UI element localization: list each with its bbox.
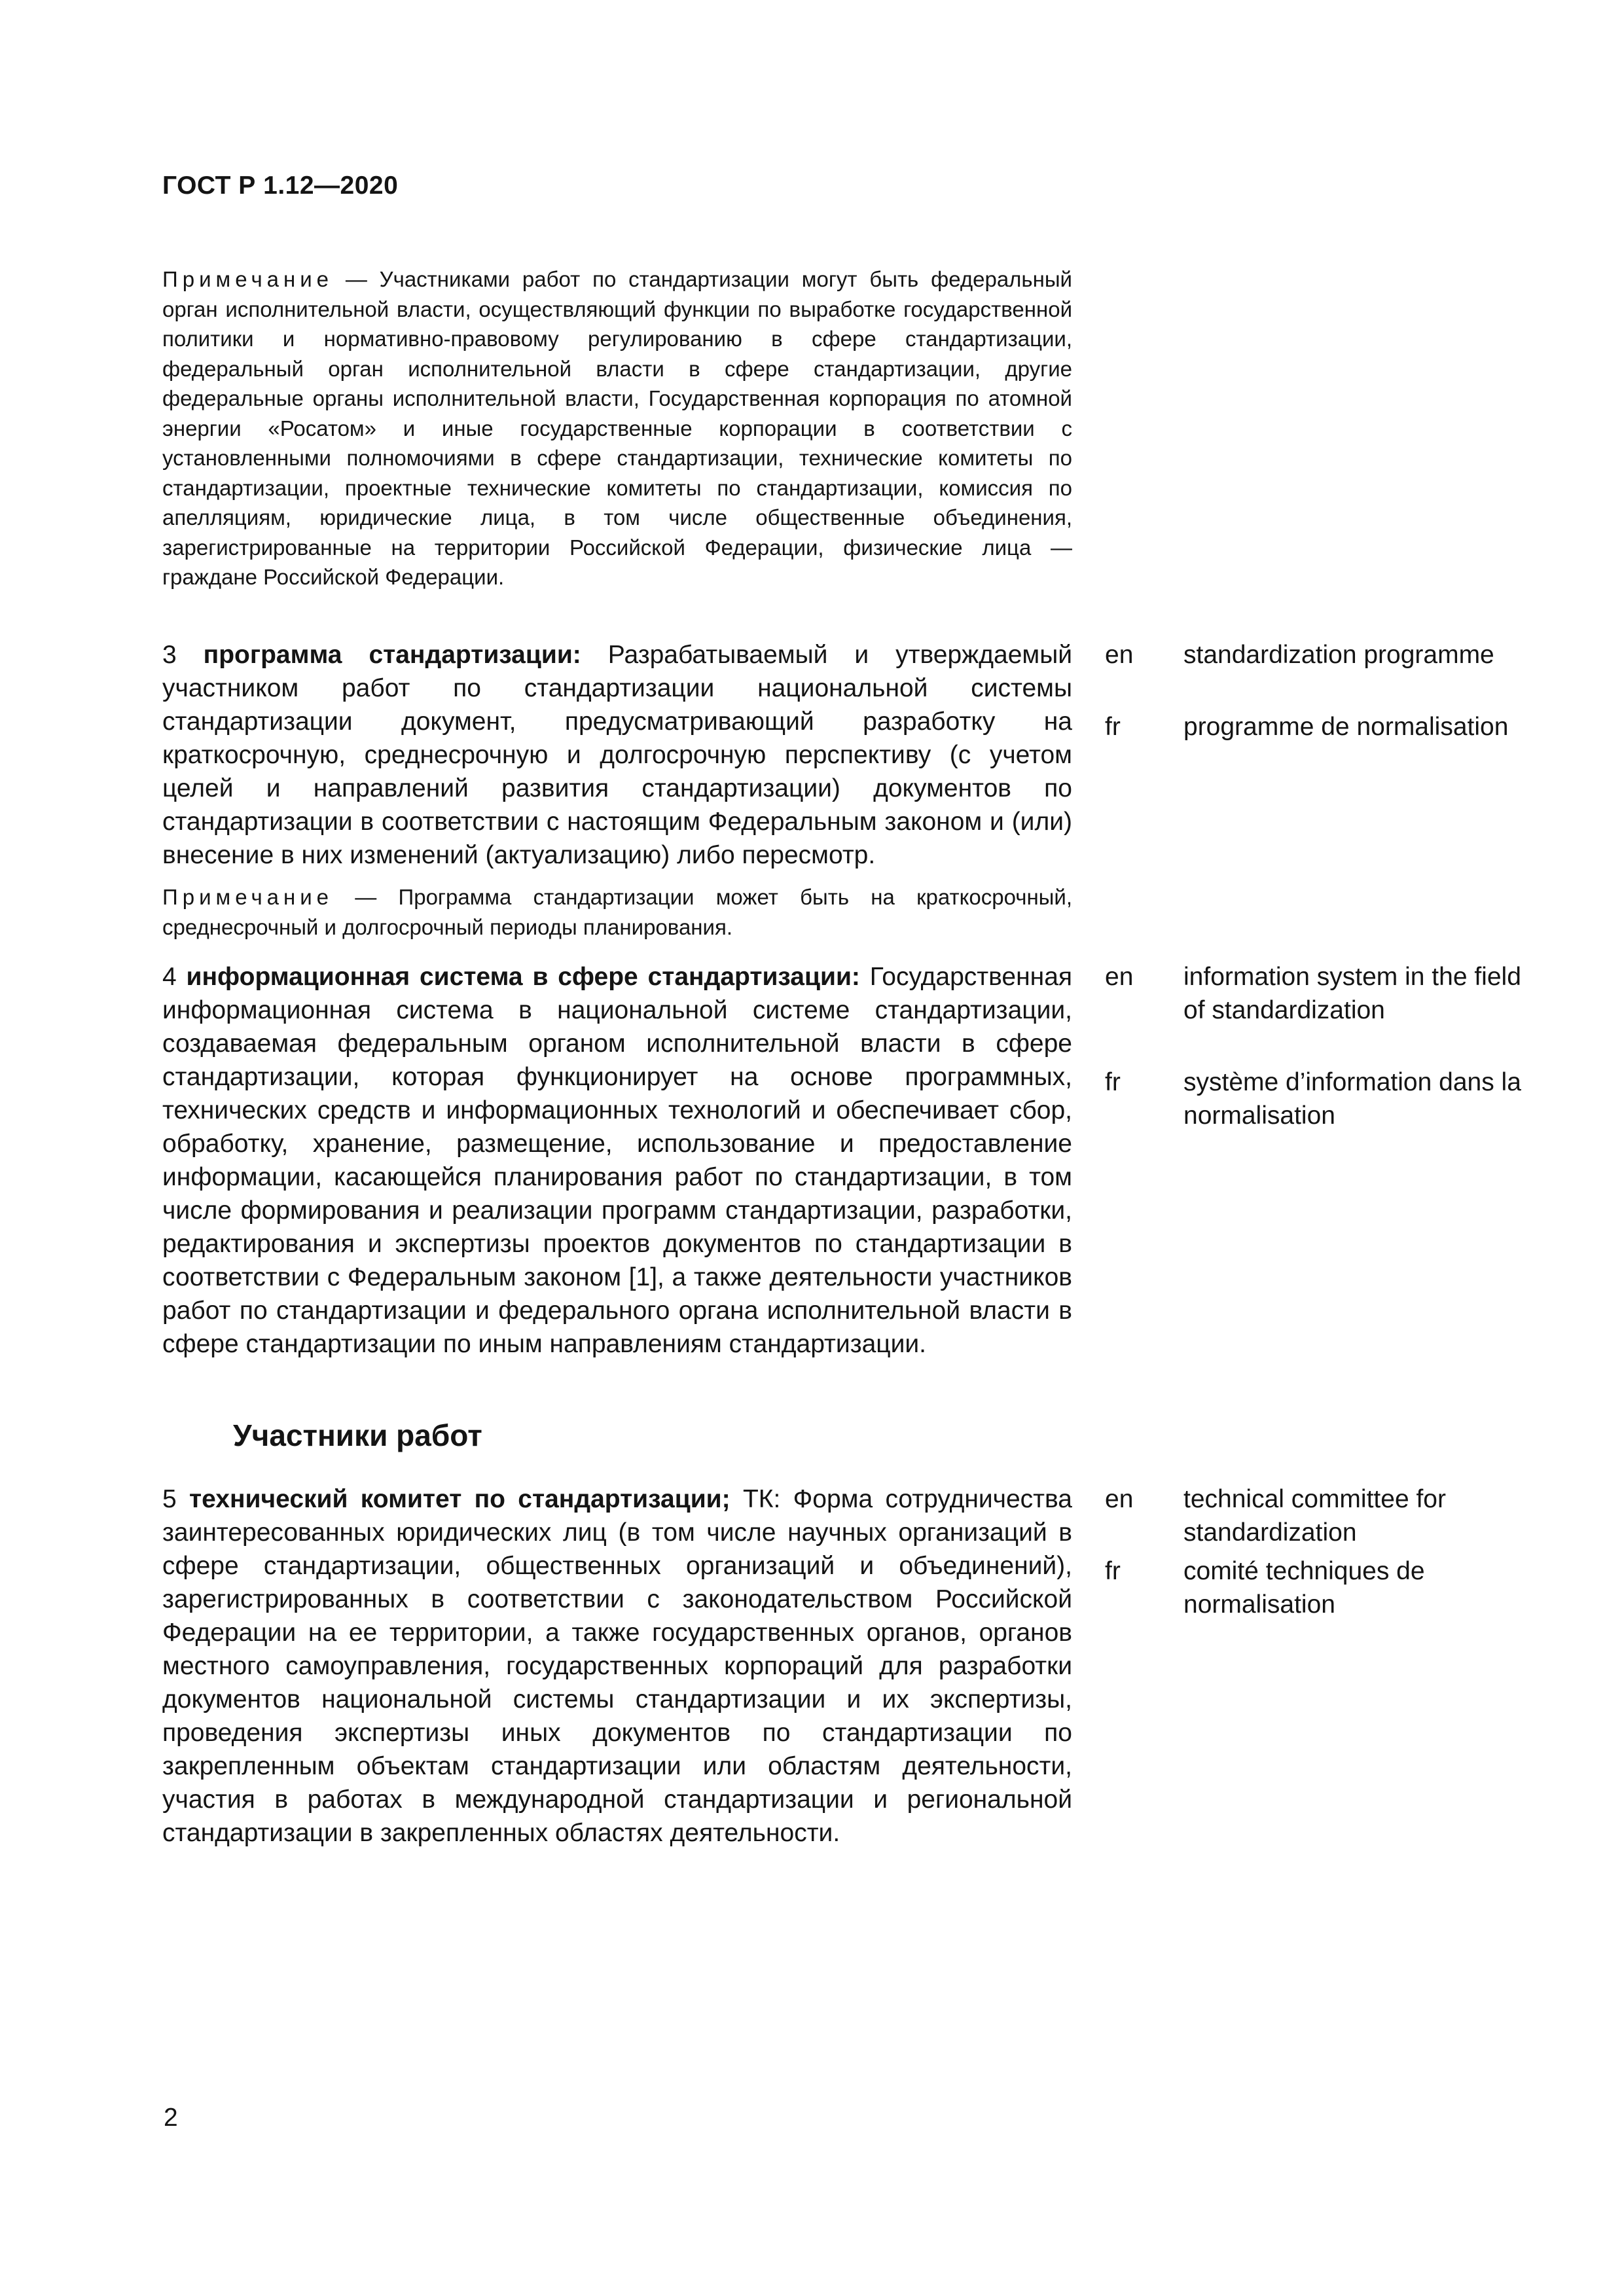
term-3-en-term: standardization programme — [1183, 641, 1494, 669]
term-4-definition: Государственная информационная система в национальной системе стандартизации, создаваемая федеральным органом исполнительной власти в сфере стандартизации, которая функционирует на основе программных, технических средств и информационных технологий и обеспечивает сбор, обработку, хранение, размещение, использование и предоставление информации, касающейся планирования работ по стандартизации, в том числе формирования и реализации программ стандартизации, разработки, редактирования и экспертизы проектов документов по стандартизации в соответствии с Федеральным законом [1], а также деятельности участников работ по стандартизации и федерального органа исполнительной власти в сфере стандартизации по иным направлениям стандартизации. — [162, 963, 1073, 1358]
term-5-term: технический комитет по стандартизации; — [189, 1485, 731, 1513]
term-4-en-code: en — [1105, 963, 1134, 991]
term-4-number: 4 — [162, 963, 187, 991]
term-5-fr-code: fr — [1105, 1557, 1121, 1585]
term-3-fr-term: programme de normalisation — [1183, 713, 1509, 741]
term-4-entry — [162, 960, 1072, 1361]
term-3-number: 3 — [162, 641, 204, 669]
term-5-en-code: en — [1105, 1485, 1134, 1513]
note-1-text: — Участниками работ по стандартизации могут быть федеральный орган исполнительной власти, осуществляющий функции по выработке государственной политики и нормативно-правовому регулированию в сфере стандартизации, федеральный орган исполнительной власти в сфере стандартизации, другие федеральные органы исполнительной власти, Государственная корпорация по атомной энергии «Росатом» и иные государственные корпорации в соответствии с установленными полномочиями в сфере стандартизации, технические комитеты по стандартизации, проектные технические комитеты по стандартизации, комиссия по апелляциям, юридические лица, в том числе общественные объединения, зарегистрированные на территории Российской Федерации, физические лица — граждане Российской Федерации. — [162, 267, 1072, 589]
term-5-number: 5 — [162, 1485, 189, 1513]
term-3-entry — [162, 638, 1072, 872]
term-4-en-term: information system in the field of standardization — [1183, 963, 1521, 1024]
note-1-prefix: Примечание — [162, 267, 334, 291]
term-3-fr-code: fr — [1105, 713, 1121, 741]
note-2-prefix: Примечание — [162, 885, 334, 909]
term-5-en-term: technical committee for standardization — [1183, 1485, 1446, 1547]
term-3-definition: Разрабатываемый и утверждаемый участником работ по стандартизации национальной системы стандартизации документ, предусматривающий разработку на краткосрочную, среднесрочную и долгосрочную перспективу (с учетом целей и направлений развития стандартизации) документов по стандартизации в соответствии с настоящим Федеральным законом и (или) внесение в них изменений (актуализацию) либо пересмотр. — [162, 641, 1073, 869]
term-5-fr-term: comité techniques de normalisation — [1183, 1557, 1425, 1619]
term-3-term: программа стандартизации: — [203, 641, 581, 669]
note-2-text: — Программа стандартизации может быть на краткосрочный, среднесрочный и долгосрочный периоды планирования. — [162, 885, 1072, 939]
note-2 — [162, 882, 1072, 942]
term-4-term: информационная система в сфере стандартизации: — [186, 963, 860, 991]
section-title: Участники работ — [233, 1418, 482, 1452]
term-5-entry — [162, 1482, 1072, 1850]
page-header: ГОСТ Р 1.12—2020 — [162, 171, 399, 200]
term-5-definition: ТК: Форма сотрудничества заинтересованных юридических лиц (в том числе научных организаций в сфере стандартизации, общественных организаций и объединений), зарегистрированных в соответствии с законодательством Российской Федерации на ее территории, а также государственных органов, органов местного самоуправления, государственных корпораций для разработки документов национальной системы стандартизации и их экспертизы, проведения экспертизы иных документов по стандартизации по закрепленным объектам стандартизации или областям деятельности, участия в работах в международной стандартизации и региональной стандартизации в закрепленных областях деятельности. — [162, 1485, 1072, 1847]
term-3-en-code: en — [1105, 641, 1134, 669]
term-4-fr-term: système d’information dans la normalisation — [1183, 1068, 1521, 1130]
note-1 — [162, 264, 1072, 592]
term-4-fr-code: fr — [1105, 1068, 1121, 1096]
page-number: 2 — [164, 2104, 178, 2132]
